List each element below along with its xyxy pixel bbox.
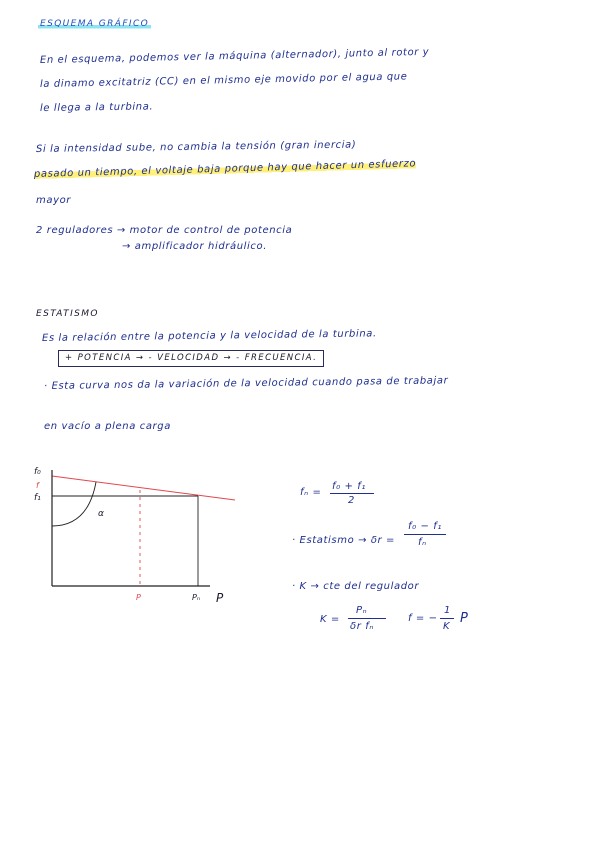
x-axis-label: P [216,591,224,605]
formula-k-title: · K → cte del regulador [292,581,420,592]
formula-k-fraction-bar [348,618,386,619]
formula-statism-fraction-bar [404,534,446,535]
formula-statism-numerator: f₀ − f₁ [408,521,442,532]
formula-f-lhs: f = − [408,613,438,624]
intensity-line-2-text: pasado un tiempo, el voltaje baja porque hay que hacer un esfuerzo [33,158,417,180]
alpha-arc [52,482,96,526]
formula-fn-lhs: fₙ = [300,487,322,498]
formula-k-numerator: Pₙ [356,605,368,616]
scheme-line-1: En el esquema, podemos ver la máquina (alternador), junto al rotor y [39,46,430,66]
formula-f-tail: P [460,611,469,626]
f1-label: f₁ [34,493,41,503]
p-tick-label: P [136,593,141,602]
formula-f-fraction-bar [440,618,454,619]
statism-graph [30,460,250,610]
curve-line-2: en vacío a plena carga [44,421,171,432]
f-label: f [36,481,39,490]
scheme-line-3: le llega a la turbina. [39,101,154,114]
curve-line-1: · Esta curva nos da la variación de la velocidad cuando pasa de trabajar [43,375,449,392]
statism-definition: Es la relación entre la potencia y la velocidad de la turbina. [41,328,377,344]
formula-k-lhs: K = [320,614,340,625]
formula-f-numerator: 1 [444,605,451,616]
scheme-line-2: la dinamo excitatriz (CC) en el mismo eje movido por el agua que [39,71,408,90]
formula-statism-lead: · Estatismo → δr = [292,535,396,546]
formula-fn-numerator: f₀ + f₁ [332,481,366,492]
intensity-line-1: Si la intensidad sube, no cambia la tensión (gran inercia) [35,139,357,155]
pn-tick-label: Pₙ [192,593,201,602]
formula-fn-fraction-bar [330,493,374,494]
f0-label: f₀ [34,467,41,477]
intensity-line-2 [34,159,416,180]
regulators-line-2: → amplificador hidráulico. [122,241,268,252]
heading-esquema-grafico: ESQUEMA GRÁFICO [40,19,150,29]
formula-statism-denominator: fₙ [418,537,427,548]
formula-fn-denominator: 2 [348,495,355,506]
alpha-label: α [98,509,104,519]
intensity-line-3: mayor [36,195,72,206]
regulators-line-1: 2 reguladores → motor de control de potencia [36,225,293,236]
heading-estatismo: ESTATISMO [36,309,99,319]
formula-f-denominator: K [443,621,451,632]
boxed-formula: + POTENCIA → - VELOCIDAD → - FRECUENCIA. [58,350,324,367]
formula-k-denominator: δr fₙ [350,621,374,632]
